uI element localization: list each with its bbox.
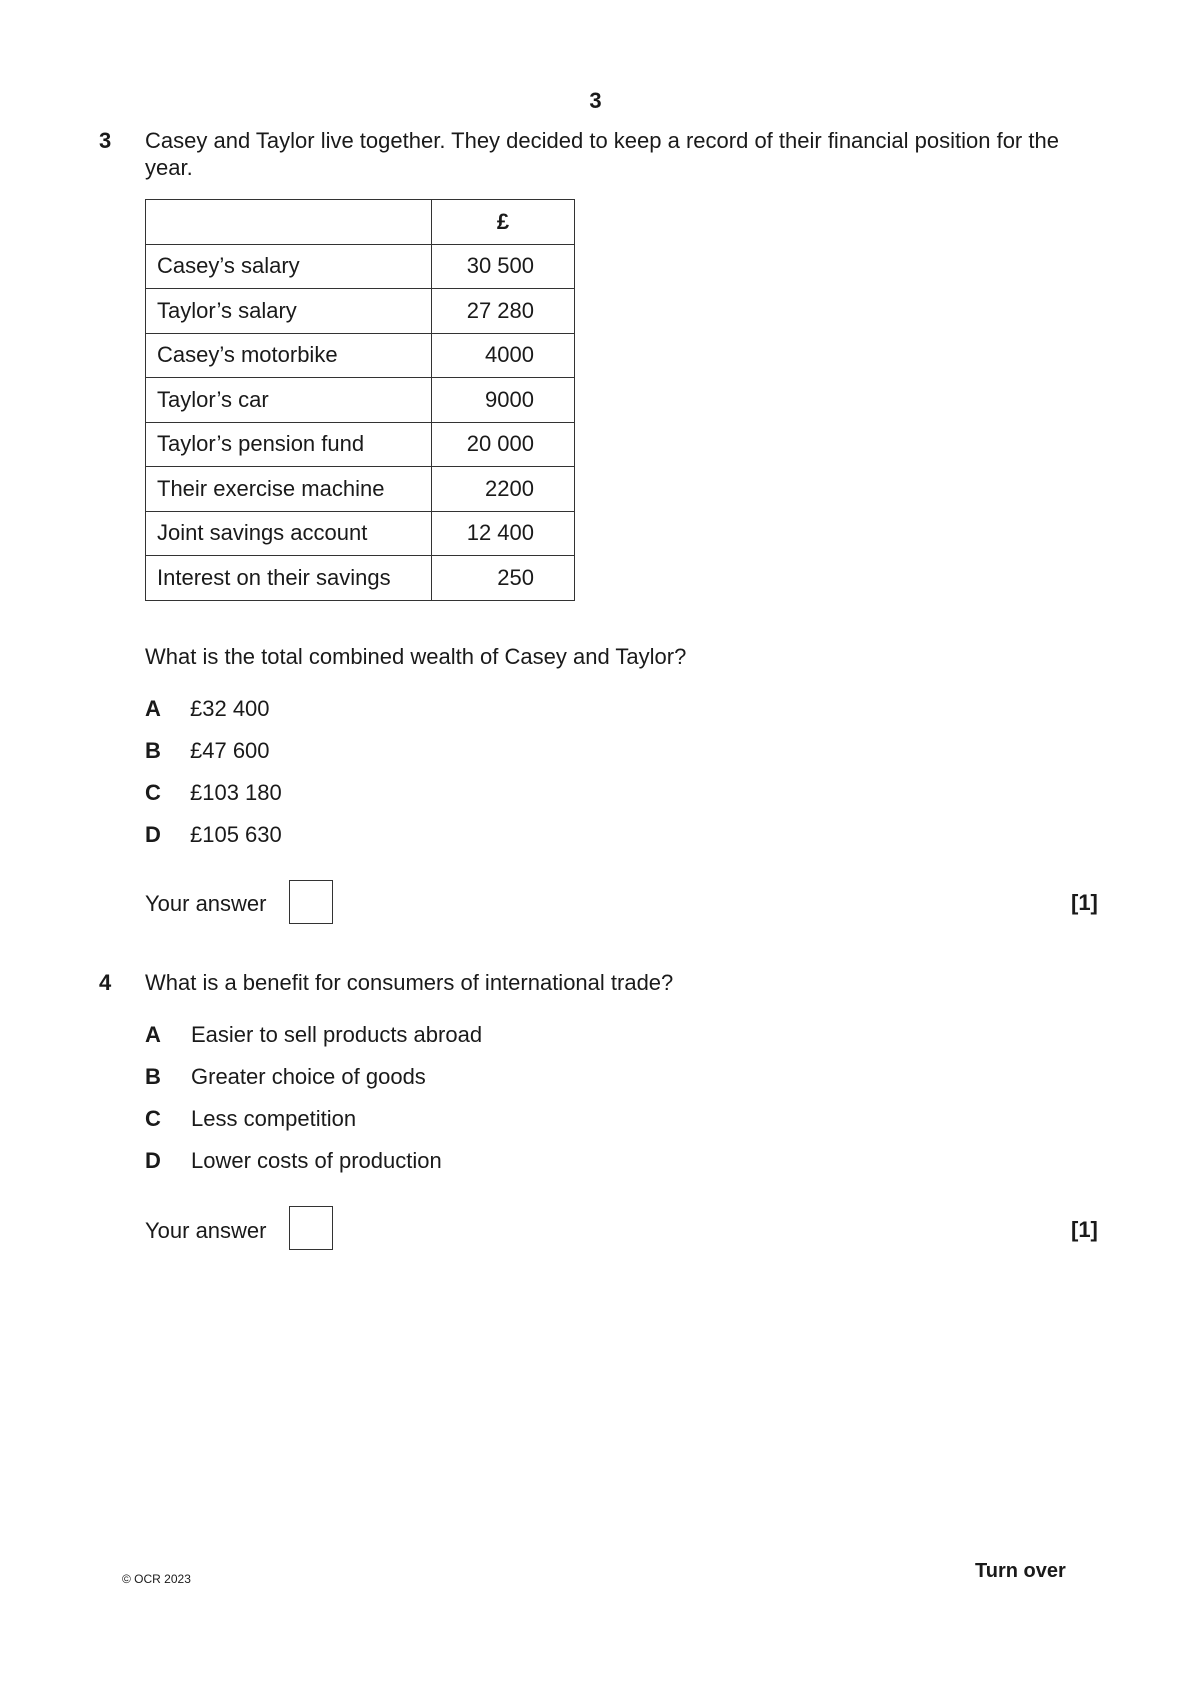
table-row [146,467,575,512]
row-label: Casey’s motorbike [146,333,432,378]
row-label: Taylor’s pension fund [146,422,432,467]
answer-label: Your answer [145,1218,267,1243]
table-header-label [146,200,432,245]
answer-box[interactable] [289,880,333,924]
row-label: Casey’s salary [146,244,432,289]
option-letter: C [145,780,161,805]
marks-label: [1] [1071,890,1098,915]
option-text: £105 630 [190,822,282,847]
table-row [146,422,575,467]
question-3-prompt: What is the total combined wealth of Casey and Taylor? [145,644,687,669]
option-text: Less competition [191,1106,357,1131]
row-value: 12 400 [432,511,575,556]
option-letter: C [145,1106,161,1131]
option-letter: D [145,1148,161,1173]
row-value: 250 [432,556,575,601]
row-value: 4000 [432,333,575,378]
option-text: £103 180 [190,780,282,805]
option-text: Easier to sell products abroad [191,1022,483,1047]
row-label: Taylor’s car [146,378,432,423]
table-row [146,289,575,334]
marks-label: [1] [1071,1217,1098,1242]
row-value: 2200 [432,467,575,512]
option-letter: A [145,696,161,721]
row-value: 30 500 [432,244,575,289]
question-3-text: Casey and Taylor live together. They decided to keep a record of their financial position for the year. [145,128,1059,180]
answer-label: Your answer [145,891,267,916]
table-row [146,333,575,378]
table-row [146,556,575,601]
question-4-text: What is a benefit for consumers of international trade? [145,970,674,995]
table-row [146,378,575,423]
option-text: £32 400 [190,696,270,721]
footer-turn-over: Turn over [975,1560,1066,1582]
page-number: 3 [589,88,602,113]
answer-box[interactable] [289,1206,333,1250]
question-3-number: 3 [99,128,112,153]
option-letter: A [145,1022,161,1047]
table-row [146,511,575,556]
table-header-currency: £ [432,200,575,245]
row-value: 9000 [432,378,575,423]
row-label: Interest on their savings [146,556,432,601]
row-label: Taylor’s salary [146,289,432,334]
footer-copyright: © OCR 2023 [122,1572,191,1586]
row-label: Their exercise machine [146,467,432,512]
row-value: 27 280 [432,289,575,334]
table-row [146,244,575,289]
option-text: Greater choice of goods [191,1064,426,1089]
row-value: 20 000 [432,422,575,467]
option-letter: B [145,738,161,763]
option-text: Lower costs of production [191,1148,442,1173]
row-label: Joint savings account [146,511,432,556]
option-text: £47 600 [190,738,270,763]
financial-table [145,199,575,601]
option-letter: B [145,1064,161,1089]
question-4-number: 4 [99,970,112,995]
option-letter: D [145,822,161,847]
table-header-row [146,200,575,245]
